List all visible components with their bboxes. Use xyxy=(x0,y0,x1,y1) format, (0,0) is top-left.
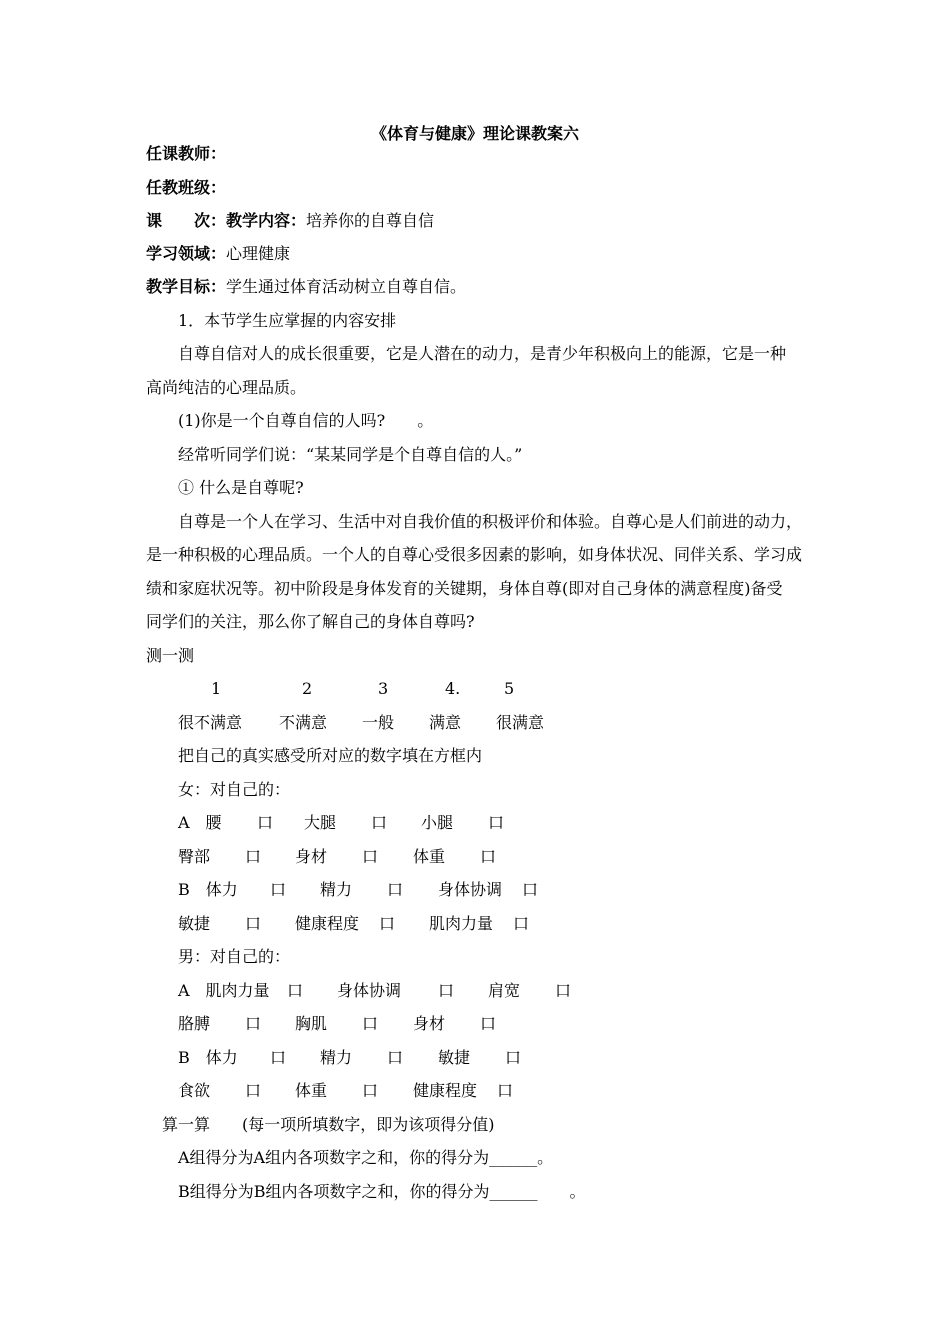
class-label: 任教班级： xyxy=(146,178,227,197)
instruction-line: 把自己的真实感受所对应的数字填在方框内 xyxy=(178,746,483,765)
checkbox-square[interactable]: 口 xyxy=(371,813,388,832)
checkbox-square[interactable]: 口 xyxy=(488,813,505,832)
checkbox-square[interactable]: 口 xyxy=(245,847,262,866)
checkbox-square[interactable]: 口 xyxy=(505,1048,522,1067)
lesson-label: 课 次： xyxy=(146,211,227,230)
survey-item: 健康程度 xyxy=(413,1081,478,1100)
survey-item: 体重 xyxy=(295,1081,328,1100)
checkbox-square[interactable]: 口 xyxy=(362,1014,379,1033)
checkbox-square[interactable]: 口 xyxy=(257,813,274,832)
document-title: 《体育与健康》理论课教案六 xyxy=(370,124,579,143)
checkbox-square[interactable]: 口 xyxy=(287,981,304,1000)
goal-value: 学生通过体育活动树立自尊自信。 xyxy=(226,277,467,296)
lesson-line xyxy=(146,211,434,231)
paragraph-line: 同学们的关注，那么你了解自己的身体自尊吗? xyxy=(146,612,475,631)
paragraph-line: 是一种积极的心理品质。一个人的自尊心受很多因素的影响，如身体状况、同伴关系、学习成 xyxy=(146,545,803,564)
checkbox-square[interactable]: 口 xyxy=(555,981,572,1000)
survey-item: 敏捷 xyxy=(438,1048,471,1067)
survey-item: A 肌肉力量 xyxy=(178,981,270,1000)
survey-item: A 腰 xyxy=(178,813,222,832)
survey-item: 精力 xyxy=(320,1048,353,1067)
checkbox-square[interactable]: 口 xyxy=(513,914,530,933)
survey-item: 身材 xyxy=(295,847,328,866)
survey-item: 臀部 xyxy=(178,847,211,866)
checkbox-square[interactable]: 口 xyxy=(438,981,455,1000)
survey-item: 体重 xyxy=(413,847,446,866)
checkbox-square[interactable]: 口 xyxy=(379,914,396,933)
checkbox-square[interactable]: 口 xyxy=(362,847,379,866)
male-label: 男：对自己的： xyxy=(178,947,291,966)
scale-label: 很不满意 xyxy=(178,713,243,732)
scale-label: 很满意 xyxy=(496,713,545,732)
scale-number: 4. xyxy=(445,679,461,698)
survey-item: 肌肉力量 xyxy=(429,914,494,933)
female-label: 女：对自己的： xyxy=(178,780,291,799)
checkbox-square[interactable]: 口 xyxy=(270,880,287,899)
checkbox-square[interactable]: 口 xyxy=(245,914,262,933)
survey-item: 胸肌 xyxy=(295,1014,328,1033)
checkbox-square[interactable]: 口 xyxy=(522,880,539,899)
goal-label: 教学目标： xyxy=(146,277,227,296)
domain-line xyxy=(146,244,290,264)
calc-label: 算一算 (每一项所填数字，即为该项得分值) xyxy=(162,1115,495,1134)
survey-item: 敏捷 xyxy=(178,914,211,933)
survey-item: 精力 xyxy=(320,880,353,899)
teacher-label: 任课教师： xyxy=(146,144,227,163)
scale-number: 1 xyxy=(211,679,222,698)
scale-label: 一般 xyxy=(362,713,395,732)
checkbox-square[interactable]: 口 xyxy=(270,1048,287,1067)
subquestion-line: ① 什么是自尊呢? xyxy=(178,478,304,497)
checkbox-square[interactable]: 口 xyxy=(362,1081,379,1100)
question-line: (1)你是一个自尊自信的人吗? 。 xyxy=(178,411,434,430)
survey-item: 身体协调 xyxy=(337,981,402,1000)
calc-line-b: B组得分为B组内各项数字之和，你的得分为______ 。 xyxy=(178,1182,586,1201)
survey-item: 健康程度 xyxy=(295,914,360,933)
content-label: 教学内容： xyxy=(226,211,307,230)
checkbox-square[interactable]: 口 xyxy=(480,1014,497,1033)
checkbox-square[interactable]: 口 xyxy=(245,1014,262,1033)
section-heading: 1．本节学生应掌握的内容安排 xyxy=(178,311,397,330)
paragraph-line: 高尚纯洁的心理品质。 xyxy=(146,378,307,397)
survey-item: 大腿 xyxy=(304,813,337,832)
survey-item: 胳膊 xyxy=(178,1014,211,1033)
content-value: 培养你的自尊自信 xyxy=(306,211,435,230)
survey-item: B 体力 xyxy=(178,1048,238,1067)
domain-value: 心理健康 xyxy=(226,244,291,263)
survey-item: 肩宽 xyxy=(488,981,521,1000)
domain-label: 学习领域： xyxy=(146,244,227,263)
checkbox-square[interactable]: 口 xyxy=(480,847,497,866)
survey-item: 身体协调 xyxy=(438,880,503,899)
quote-line: 经常听同学们说：“某某同学是个自尊自信的人。” xyxy=(178,445,523,464)
calc-line-a: A组得分为A组内各项数字之和，你的得分为______。 xyxy=(178,1148,554,1167)
scale-label: 不满意 xyxy=(279,713,328,732)
test-label: 测一测 xyxy=(146,646,195,665)
checkbox-square[interactable]: 口 xyxy=(387,1048,404,1067)
paragraph-line: 绩和家庭状况等。初中阶段是身体发育的关键期，身体自尊(即对自己身体的满意程度)备受 xyxy=(146,579,783,598)
scale-number: 5 xyxy=(504,679,515,698)
paragraph-line: 自尊自信对人的成长很重要，它是人潜在的动力，是青少年积极向上的能源，它是一种 xyxy=(178,344,787,363)
scale-number: 3 xyxy=(378,679,389,698)
survey-item: 身材 xyxy=(413,1014,446,1033)
survey-item: 食欲 xyxy=(178,1081,211,1100)
checkbox-square[interactable]: 口 xyxy=(497,1081,514,1100)
survey-item: B 体力 xyxy=(178,880,238,899)
scale-number: 2 xyxy=(302,679,313,698)
survey-item: 小腿 xyxy=(421,813,454,832)
paragraph-line: 自尊是一个人在学习、生活中对自我价值的积极评价和体验。自尊心是人们前进的动力， xyxy=(178,512,803,531)
scale-label: 满意 xyxy=(429,713,462,732)
goal-line xyxy=(146,277,466,297)
checkbox-square[interactable]: 口 xyxy=(245,1081,262,1100)
checkbox-square[interactable]: 口 xyxy=(387,880,404,899)
